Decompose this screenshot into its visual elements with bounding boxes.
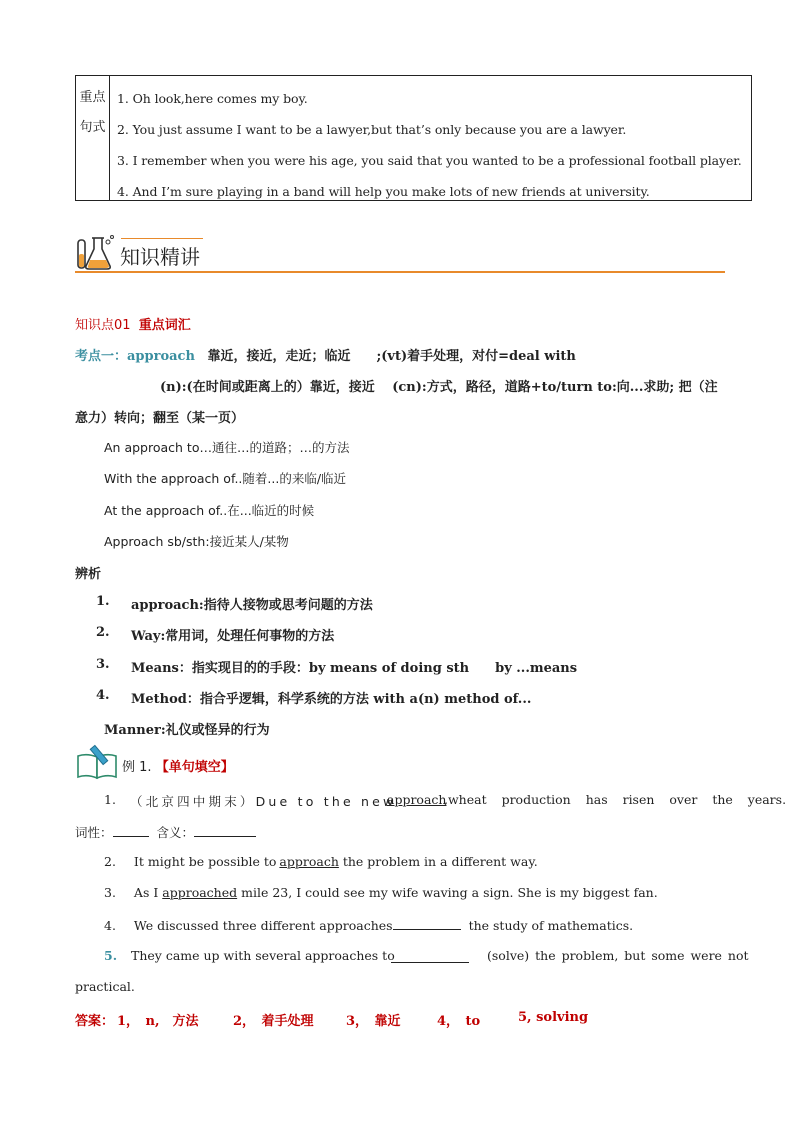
key-sentence: 4. And I’m sure playing in a band will help you make lots of new friends at university. bbox=[117, 184, 650, 199]
question-text: the study of mathematics. bbox=[468, 918, 634, 933]
answer-item: 5, solving bbox=[518, 1010, 589, 1025]
question-text: As I bbox=[133, 885, 159, 900]
lab-flask-icon bbox=[75, 232, 117, 272]
book-pencil-icon bbox=[76, 744, 120, 780]
question-text: (solve) the problem, but some were not bbox=[487, 948, 749, 963]
underlined-word: approach bbox=[279, 854, 339, 869]
analysis-text: Way:常用词，处理任何事物的方法 bbox=[131, 629, 335, 644]
question-source: （北京四中期末）Due to the new bbox=[130, 794, 397, 809]
example-label: 例 1. bbox=[122, 760, 152, 775]
point-title: 重点词汇 bbox=[138, 318, 191, 333]
pos-label: 词性： bbox=[75, 825, 113, 840]
question-5 bbox=[104, 948, 749, 963]
kaodian-line-1 bbox=[75, 345, 576, 364]
analysis-num: 2. bbox=[96, 625, 110, 640]
answer-item: 2， 着手处理 bbox=[233, 1014, 314, 1029]
analysis-item bbox=[96, 625, 335, 644]
question-text: ,wheat production has risen over the years. bbox=[444, 792, 787, 807]
kaodian-label: 考点一：approach bbox=[75, 349, 195, 364]
meaning-label: 含义： bbox=[156, 825, 195, 840]
question-text: the problem in a different way. bbox=[342, 854, 538, 869]
kaodian-meaning: 靠近，接近，走近；临近 ;(vt)着手处理，对付=deal with bbox=[207, 349, 576, 364]
answer-item: 4， to bbox=[437, 1014, 481, 1029]
question-3 bbox=[104, 885, 658, 900]
phrase-item: At the approach of..在...临近的时候 bbox=[104, 503, 315, 518]
answer-blank[interactable] bbox=[194, 824, 256, 837]
kaodian-line-3: 意力）转向；翻至（某一页） bbox=[75, 411, 245, 426]
question-1-line-2 bbox=[75, 823, 256, 841]
question-number: 3. bbox=[104, 885, 116, 900]
key-sentence: 3. I remember when you were his age, you said that you wanted to be a professional football player. bbox=[117, 153, 742, 168]
question-text: They came up with several approaches to bbox=[131, 948, 395, 963]
answer-item: 3， 靠近 bbox=[346, 1014, 401, 1029]
banner-accent-line bbox=[121, 238, 203, 239]
example-heading bbox=[122, 756, 234, 775]
knowledge-point-heading bbox=[75, 314, 191, 333]
question-5-line-2: practical. bbox=[75, 979, 135, 994]
question-1 bbox=[104, 792, 787, 809]
analysis-item bbox=[96, 594, 373, 613]
key-sentence: 2. You just assume I want to be a lawyer,but that’s only because you are a lawyer. bbox=[117, 122, 627, 137]
question-2 bbox=[104, 854, 538, 869]
label-line: 重点 bbox=[79, 90, 106, 105]
key-sentences-list bbox=[110, 76, 751, 200]
key-sentences-table bbox=[75, 75, 752, 201]
banner-underline bbox=[75, 271, 725, 273]
phrase-item: Approach sb/sth:接近某人/某物 bbox=[104, 534, 289, 549]
section-banner bbox=[75, 232, 725, 274]
answers-label: 答案： bbox=[75, 1014, 115, 1029]
underlined-word: approached bbox=[162, 885, 238, 900]
answer-blank[interactable] bbox=[393, 917, 461, 930]
analysis-text: approach:指待人接物或思考问题的方法 bbox=[131, 598, 373, 613]
phrase-item: An approach to…通往…的道路；…的方法 bbox=[104, 440, 350, 455]
kaodian-line-2: (n):(在时间或距离上的）靠近，接近 (cn):方式，路径，道路+to/turn to:向...求助; 把（注 bbox=[160, 380, 718, 395]
analysis-item bbox=[96, 688, 532, 707]
question-number: 4. bbox=[104, 918, 116, 933]
question-text: It might be possible to bbox=[133, 854, 277, 869]
analysis-item bbox=[96, 657, 578, 676]
analysis-num: 1. bbox=[96, 594, 110, 609]
section-title: 知识精讲 bbox=[120, 245, 200, 269]
analysis-title: 辨析 bbox=[75, 567, 102, 582]
answer-item: 1， n, 方法 bbox=[117, 1014, 199, 1029]
analysis-num: 3. bbox=[96, 657, 110, 672]
analysis-text: Means：指实现目的的手段：by means of doing sth by ...means bbox=[131, 661, 578, 676]
question-text: mile 23, I could see my wife waving a sign. She is my biggest fan. bbox=[241, 885, 658, 900]
key-sentence: 1. Oh look,here comes my boy. bbox=[117, 91, 308, 106]
underlined-word: approach bbox=[387, 792, 447, 807]
question-text: We discussed three different approaches bbox=[133, 918, 393, 933]
phrase-item: With the approach of..随着...的来临/临近 bbox=[104, 471, 347, 486]
question-4 bbox=[104, 917, 633, 933]
analysis-manner: Manner:礼仪或怪异的行为 bbox=[104, 723, 270, 738]
analysis-num: 4. bbox=[96, 688, 110, 703]
question-number: 5. bbox=[104, 948, 118, 963]
example-type: 【单句填空】 bbox=[155, 760, 234, 775]
question-number: 2. bbox=[104, 854, 116, 869]
analysis-text: Method：指合乎逻辑，科学系统的方法 with a(n) method of... bbox=[131, 692, 532, 707]
point-prefix: 知识点01 bbox=[75, 318, 131, 333]
answers-line bbox=[75, 1010, 589, 1029]
answer-blank[interactable] bbox=[113, 824, 149, 837]
answer-blank[interactable] bbox=[391, 950, 469, 963]
label-line: 句式 bbox=[79, 120, 106, 135]
key-sentences-label bbox=[76, 76, 110, 200]
question-number: 1. bbox=[104, 792, 116, 807]
